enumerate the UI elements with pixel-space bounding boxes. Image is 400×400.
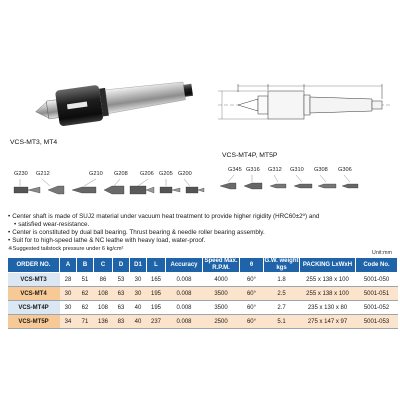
table-cell: 60° [240, 301, 264, 315]
table-cell: 108 [94, 301, 113, 315]
table-cell: 34 [60, 315, 77, 329]
model-caption-left: VCS-MT3, MT4 [10, 139, 58, 146]
table-cell: 62 [77, 301, 94, 315]
table-cell: 5001-050 [356, 273, 398, 287]
table-cell: 195 [147, 287, 166, 301]
table-cell: 5001-052 [356, 301, 398, 315]
table-cell: 195 [147, 301, 166, 315]
tip-label: G316 [246, 167, 260, 173]
table-cell: 83 [113, 315, 130, 329]
table-cell: 53 [113, 273, 130, 287]
table-cell: 60° [240, 273, 264, 287]
table-cell: 30 [130, 287, 147, 301]
table-cell: 5001-051 [356, 287, 398, 301]
table-cell: 28 [60, 273, 77, 287]
table-cell: 4000 [203, 273, 240, 287]
table-cell: 71 [77, 315, 94, 329]
table-cell: 86 [94, 273, 113, 287]
col-header: L [147, 258, 166, 273]
col-header: ORDER NO. [8, 258, 60, 273]
table-cell: 30 [60, 301, 77, 315]
tip-label: G208 [114, 171, 128, 177]
table-cell: 60° [240, 315, 264, 329]
order-no-cell: VCS-MT5P [8, 315, 60, 329]
table-cell: 1.8 [264, 273, 300, 287]
table-cell: 0.008 [166, 287, 203, 301]
tip-label: G310 [290, 167, 304, 173]
pressure-note: ※Suggested tailstock pressure under 6 kg/cm² [8, 246, 124, 252]
live-center-drawing-mt4p [218, 84, 392, 119]
table-cell: 237 [147, 315, 166, 329]
col-header: Accuracy [166, 258, 203, 273]
model-caption-right: VCS-MT4P, MT5P [222, 152, 278, 159]
table-cell: 255 x 138 x 100 [300, 273, 356, 287]
col-header: PACKING LxWxH [300, 258, 356, 273]
feature-item-continued: • satisfied wear-resistance. [8, 221, 392, 229]
col-header: D1 [130, 258, 147, 273]
order-no-cell: VCS-MT4P [8, 301, 60, 315]
tip-label: G200 [178, 171, 192, 177]
table-cell: 60° [240, 287, 264, 301]
tip-label: G212 [36, 171, 50, 177]
col-header: G.W. weight kgs [264, 258, 299, 271]
unit-label: Unit:mm [371, 250, 392, 256]
table-cell: 5.1 [264, 315, 300, 329]
table-cell: 0.008 [166, 315, 203, 329]
tip-set-left [14, 186, 204, 194]
feature-list [8, 213, 392, 253]
col-header: θ [240, 258, 264, 273]
table-header-row [8, 258, 398, 273]
table-cell: 40 [130, 301, 147, 315]
table-cell: 0.008 [166, 301, 203, 315]
table-cell: 63 [113, 301, 130, 315]
table-row [8, 301, 398, 315]
table-cell: 165 [147, 273, 166, 287]
table-cell: 255 x 138 x 100 [300, 287, 356, 301]
table-cell: 63 [113, 287, 130, 301]
tip-label: G205 [159, 171, 173, 177]
col-header: Code No. [356, 258, 398, 273]
table-cell: 2.7 [264, 301, 300, 315]
tip-set-right [220, 183, 358, 189]
table-cell: 235 x 130 x 80 [300, 301, 356, 315]
feature-item: • Center shaft is made of SUJ2 material under vacuum heat treatment to provide higher rigidity (HRC60±2º) and [8, 213, 392, 221]
col-header: Speed Max. R.P.M. [204, 258, 238, 271]
spec-table [7, 257, 398, 329]
tip-label: G308 [314, 167, 328, 173]
col-header: C [94, 258, 113, 273]
table-cell: 136 [94, 315, 113, 329]
tip-label: G306 [338, 167, 352, 173]
live-center-photo-mt3 [33, 72, 194, 130]
table-row [8, 315, 398, 329]
table-cell: 275 x 147 x 97 [300, 315, 356, 329]
table-cell: 0.008 [166, 273, 203, 287]
table-cell: 40 [130, 315, 147, 329]
col-header: A [60, 258, 77, 273]
table-cell: 5001-053 [356, 315, 398, 329]
table-cell: 51 [77, 273, 94, 287]
table-cell: 2500 [203, 315, 240, 329]
tip-leaders-left [20, 179, 190, 186]
tip-label: G210 [89, 171, 103, 177]
order-no-cell: VCS-MT3 [8, 273, 60, 287]
table-cell: 3500 [203, 301, 240, 315]
tip-label: G345 [228, 167, 242, 173]
table-cell: 62 [77, 287, 94, 301]
table-row [8, 273, 398, 287]
table-cell: 30 [60, 287, 77, 301]
col-header: D [113, 258, 130, 273]
tip-label: G206 [140, 171, 154, 177]
feature-item: • Center is constituted by dual ball bearing. Thrust bearing & needle roller bearing assembly. [8, 229, 392, 237]
col-header: B [77, 258, 94, 273]
tip-leaders-right [228, 175, 350, 182]
table-cell: 108 [94, 287, 113, 301]
order-no-cell: VCS-MT4 [8, 287, 60, 301]
table-row [8, 287, 398, 301]
table-cell: 2.5 [264, 287, 300, 301]
tip-label: G230 [14, 171, 28, 177]
tip-label: G312 [268, 167, 282, 173]
feature-item: • Suit for to high-speed lathe & NC leathe with heavy load, water-proof. [8, 237, 392, 245]
table-cell: 3500 [203, 287, 240, 301]
table-cell: 30 [130, 273, 147, 287]
